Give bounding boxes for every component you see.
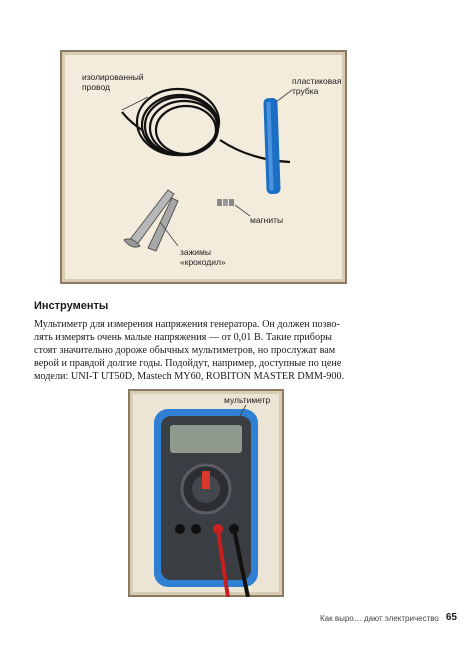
tube-label-2: трубка (292, 86, 319, 96)
alligator-clips (124, 190, 178, 251)
running-title: Как выро… дают электричество (320, 614, 439, 623)
multimeter-photo (128, 389, 284, 597)
wire-label-2: провод (82, 82, 110, 92)
clips-label-1: зажимы (180, 247, 212, 257)
paragraph-line-5: модели: UNI-T UT50D, Mastech MY60, ROBITON MASTER DMM-900. (34, 371, 345, 382)
paragraph-line-2: лять измерять очень малые напряжения — от 0,01 В. Такие приборы (34, 332, 333, 343)
materials-photo (60, 50, 347, 284)
multimeter-label: мультиметр (224, 395, 271, 405)
multimeter-illustration (128, 389, 284, 597)
paragraph-line-3: стоят значительно дороже обычных мультиметров, но прослужат вам (34, 345, 336, 356)
magnets (217, 199, 234, 206)
section-heading: Инструменты (34, 300, 109, 312)
wire-label-1: изолированный (82, 72, 144, 82)
paragraph-line-4: верой и правдой долгие годы. Подойдут, например, доступные по цене (34, 358, 342, 369)
magnets-label: магниты (250, 215, 284, 225)
paragraph-line-1: Мультиметр для измерения напряжения генератора. Он должен позво- (34, 319, 340, 330)
page-number: 65 (445, 612, 457, 623)
clips-label-2: «крокодил» (180, 257, 226, 267)
tube-label-1: пластиковая (292, 76, 342, 86)
plastic-tube (263, 98, 280, 194)
lcd-display (170, 425, 242, 453)
